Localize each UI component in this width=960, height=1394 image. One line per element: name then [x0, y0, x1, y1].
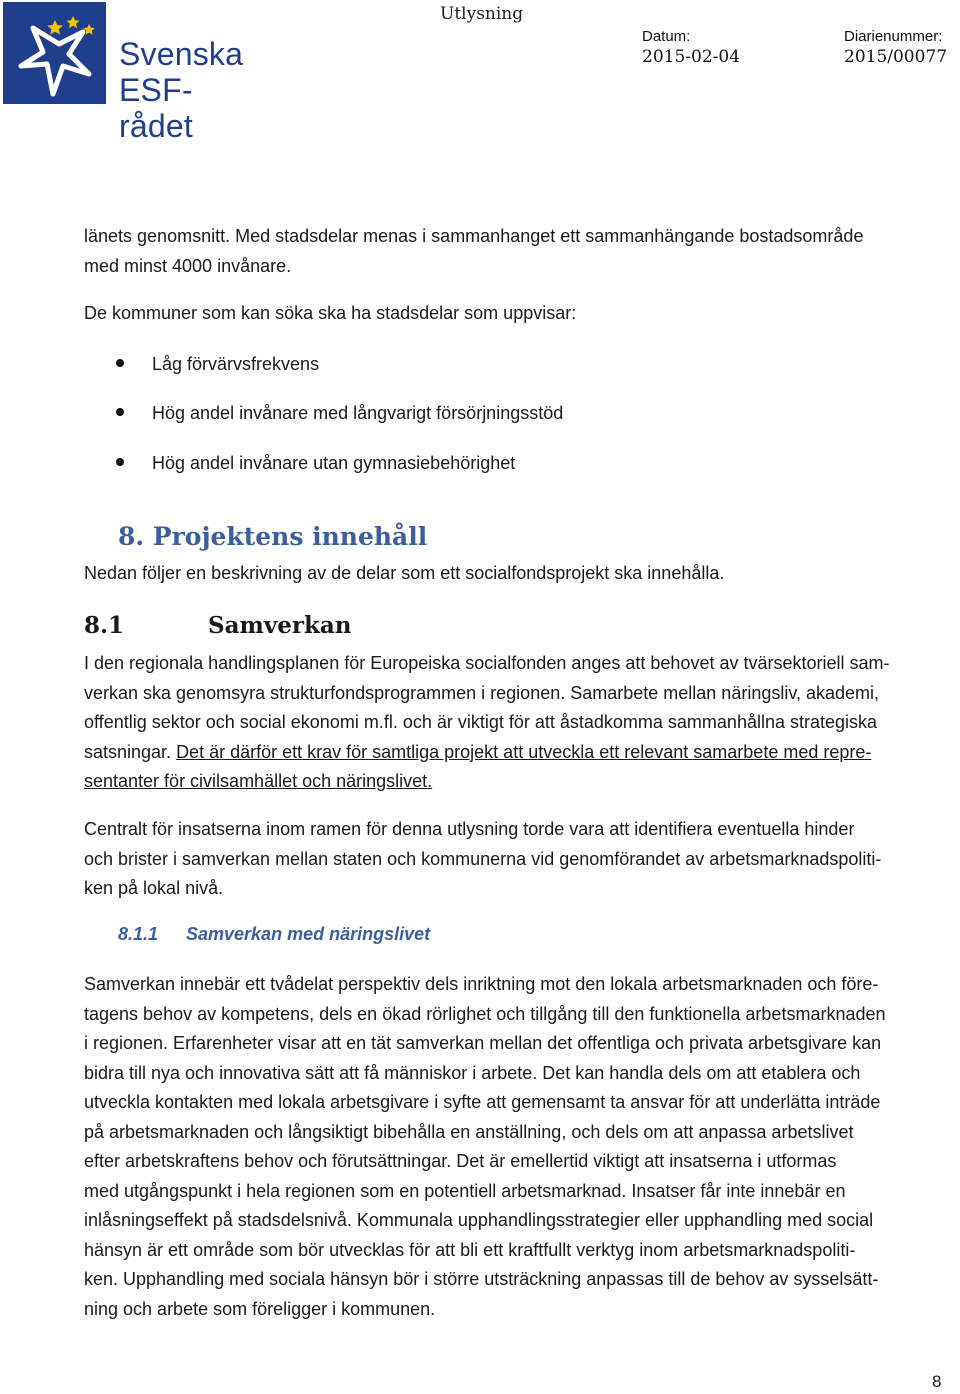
paragraph-line [84, 738, 946, 768]
bullet-icon [116, 458, 124, 466]
paragraph-line: ken. Upphandling med sociala hänsyn bör i större utsträckning anpassas till de behov av sysselsätt- [84, 1269, 879, 1289]
esf-logo [3, 2, 253, 144]
paragraph-line: inlåsningseffekt på stadsdelsnivå. Kommunala upphandlingsstrategier eller upphandling med social [84, 1210, 874, 1230]
list-item-text: Hög andel invånare med långvarigt försörjningsstöd [152, 403, 564, 423]
paragraph-line: på arbetsmarknaden och långsiktigt bibehålla en anställning, och dels om att anpassa arbetslivet [84, 1121, 854, 1142]
star-emblem-icon [3, 2, 106, 104]
section-8-1-1-paragraph [84, 970, 946, 1324]
paragraph-line: offentlig sektor och social ekonomi m.fl. och är viktigt för att åstadkomma sammanhållna strategiska [84, 712, 878, 732]
intro-line: med minst 4000 invånare. [84, 255, 292, 276]
bullet-icon [116, 408, 124, 416]
bullet-icon [116, 359, 124, 367]
paragraph-line: I den regionala handlingsplanen för Europeiska socialfonden anges att behovet av tvärsektoriell sam- [84, 653, 890, 673]
paragraph-line: bidra till nya och innovativa sätt att få människor i arbete. Det kan handla dels om att etablera och [84, 1062, 861, 1083]
date-label: Datum: [642, 28, 691, 45]
section-8-heading: 8. Projektens innehåll [118, 522, 428, 551]
logo-text-line2: ESF-rådet [119, 72, 193, 144]
paragraph-line: med utgångspunkt i hela regionen som en potentiell arbetsmarknad. Insatser får inte innebär en [84, 1180, 846, 1201]
paragraph-line: i regionen. Erfarenheter visar att en tät samverkan mellan det offentliga och privata arbetsgivare kan [84, 1033, 882, 1053]
list-item-text: Hög andel invånare utan gymnasiebehörighet [152, 453, 516, 473]
paragraph-line: efter arbetskraftens behov och förutsättningar. Det är emellertid viktigt att insatserna i utformas [84, 1151, 837, 1171]
diary-number-value: 2015/00077 [844, 47, 948, 67]
intro-line: länets genomsnitt. Med stadsdelar menas i sammanhanget ett sammanhängande bostadsområde [84, 226, 864, 246]
paragraph-text: satsningar. [84, 741, 177, 762]
logo-text [119, 36, 253, 144]
logo-emblem [3, 2, 106, 104]
diary-number-label: Diarienummer: [844, 28, 943, 45]
logo-text-line1: Svenska [119, 36, 244, 72]
criteria-intro: De kommuner som kan söka ska ha stadsdelar som uppvisar: [84, 303, 577, 323]
paragraph-line: och brister i samverkan mellan staten och kommunerna vid genomförandet av arbetsmarknadspoliti- [84, 848, 882, 869]
paragraph-line: verkan ska genomsyra strukturfondsprogrammen i regionen. Samarbete mellan näringsliv, akademi, [84, 682, 880, 703]
paragraph-line: ning och arbete som föreligger i kommunen. [84, 1298, 436, 1319]
paragraph-line: Samverkan innebär ett tvådelat perspektiv dels inriktning mot den lokala arbetsmarknaden och före- [84, 974, 879, 994]
document-type: Utlysning [440, 4, 524, 24]
section-8-1-title: Samverkan [208, 612, 352, 639]
page-number: 8 [932, 1372, 942, 1391]
list-item-text: Låg förvärvsfrekvens [152, 354, 320, 374]
paragraph-line: tagens behov av kompetens, dels en ökad rörlighet och tillgång till den funktionella arbetsmarknaden [84, 1003, 886, 1024]
section-8-1-1-number: 8.1.1 [118, 924, 159, 944]
requirement-text: Det är därför ett krav för samtliga projekt att utveckla ett relevant samarbete med repre- [176, 741, 872, 762]
requirement-text: sentanter för civilsamhället och näringslivet. [84, 771, 433, 791]
section-8-1-1-title: Samverkan med näringslivet [186, 924, 431, 944]
date-value: 2015-02-04 [642, 47, 741, 67]
paragraph-line: utveckla kontakten med lokala arbetsgivare i syfte att gemensamt ta ansvar för att underlätta inträde [84, 1092, 881, 1112]
paragraph-line: Centralt för insatserna inom ramen för denna utlysning torde vara att identifiera eventuella hinder [84, 819, 855, 839]
paragraph-line: hänsyn är ett område som bör utvecklas för att bli ett kraftfullt verktyg inom arbetsmarknadspoliti- [84, 1239, 856, 1260]
section-8-intro: Nedan följer en beskrivning av de delar som ett socialfondsprojekt ska innehålla. [84, 563, 725, 583]
section-8-1-paragraph-1 [84, 649, 946, 797]
intro-paragraph [84, 222, 946, 281]
section-8-1-number: 8.1 [84, 612, 125, 639]
section-8-1-paragraph-2 [84, 815, 946, 904]
paragraph-line [84, 767, 946, 797]
paragraph-line: ken på lokal nivå. [84, 878, 224, 898]
